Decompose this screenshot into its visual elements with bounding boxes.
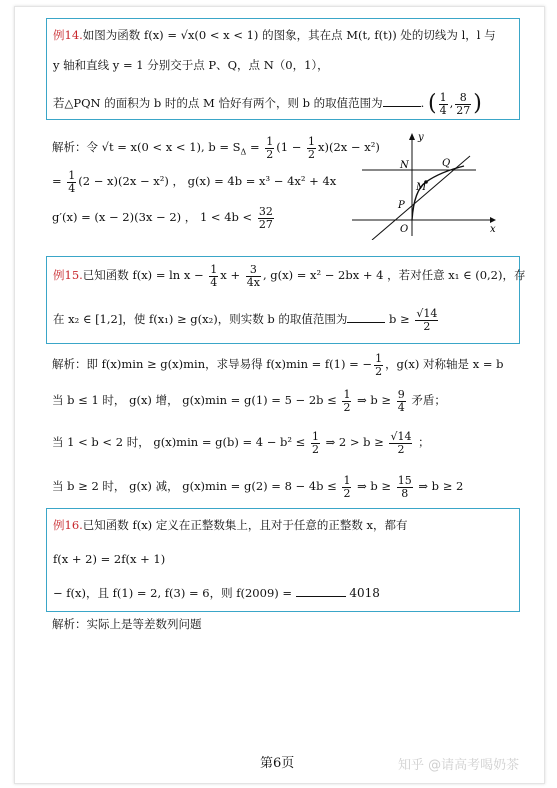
example-16-line3	[53, 585, 380, 601]
ex15-frac-2	[246, 264, 261, 289]
example-14-line2	[53, 57, 329, 73]
ex15-sol4-num-1: 1	[343, 473, 351, 487]
example-14-line1	[53, 27, 496, 43]
ex15-sol3-b: ⇒ 2 > b ≥	[321, 435, 388, 449]
right-paren: )	[473, 91, 482, 116]
ex15-answer-den: 2	[423, 319, 431, 333]
tangent-line	[372, 156, 470, 240]
ex14-sol3-frac	[258, 206, 274, 231]
ex14-sol1-num-b: 1	[308, 134, 316, 148]
ex14-sol1-mid: (1 −	[276, 140, 306, 154]
tangent-graph	[348, 128, 508, 240]
left-paren: (	[427, 91, 437, 116]
ex16-line3-text: − f(x)，且 f(1) = 2, f(3) = 6，则 f(2009) =	[53, 586, 296, 600]
ex14-sol2-post: (2 − x)(2x − x²) ， g(x) = 4b = x³ − 4x² + 4x	[78, 174, 337, 188]
x-axis-label: x	[490, 224, 496, 235]
ex14-sol1-frac-b	[307, 136, 316, 161]
example-16-line2	[53, 551, 165, 567]
ex15-sol3-frac-2	[389, 431, 412, 456]
ex15-sol4-den-1: 2	[343, 486, 351, 500]
x-arrow	[490, 217, 496, 223]
answer-frac-2	[455, 92, 471, 117]
example-16-label: 例16.	[53, 518, 83, 532]
ex15-sol1-a: 解析：即 f(x)min ≥ g(x)min，求导易得 f(x)min = f(1) = −	[52, 357, 373, 371]
p-label: P	[398, 200, 405, 211]
ex15-sol1-den: 2	[375, 364, 383, 378]
ex14-sol1-eq: =	[246, 140, 264, 154]
ex15-solution-line1	[52, 350, 504, 378]
ex14-sol1-sub: Δ	[240, 147, 247, 157]
ex15-sol2-num-1: 1	[343, 387, 351, 401]
q-label: Q	[442, 158, 451, 169]
example-14-text1: 如图为函数 f(x) = √x(0 < x < 1) 的图象，其在点 M(t, f(t)) 处的切线为 l，l 与	[82, 28, 496, 42]
ex15-answer-pre: b ≥	[389, 312, 414, 326]
example-14-box	[46, 18, 520, 120]
ex15-sol3-num-1: 1	[311, 429, 319, 443]
ex16-solution-text: 解析：实际上是等差数列问题	[52, 617, 202, 631]
ex15-sol4-c: ⇒ b ≥ 2	[414, 479, 464, 493]
ex15-answer-num: √14	[416, 306, 438, 320]
ex15-sol4-frac-2	[397, 475, 413, 500]
y-axis-label: y	[418, 132, 424, 143]
ex16-solution	[52, 616, 202, 632]
ex14-sol2-pre: =	[52, 174, 66, 188]
example-16-line1	[53, 517, 407, 533]
ex15-frac-1-num: 1	[210, 262, 218, 276]
example-14-text2: y 轴和直线 y = 1 分别交于点 P、Q，点 N（0，1），	[53, 58, 329, 72]
ex15-line1-a: 已知函数 f(x) = ln x −	[82, 268, 208, 282]
ex15-line1-c: , g(x) = x² − 2bx + 4 ，若对任意 x₁ ∈ (0,2)，存	[262, 268, 526, 282]
ex14-solution-line2	[52, 168, 336, 195]
ex16-line2-text: f(x + 2) = 2f(x + 1)	[53, 552, 166, 566]
ex14-solution-line3	[52, 204, 276, 231]
example-14-text3: 若△PQN 的面积为 b 时的点 M 恰好有两个，则 b 的取值范围为	[53, 96, 383, 110]
ex14-sol2-den: 4	[68, 181, 76, 195]
example-14-label: 例14.	[53, 28, 83, 42]
ex14-sol3-pre: g′(x) = (x − 2)(3x − 2) ， 1 < 4b <	[52, 210, 256, 224]
ex16-line1-text: 已知函数 f(x) 定义在正整数集上，且对于任意的正整数 x，都有	[82, 518, 408, 532]
ex15-sol4-a: 当 b ≥ 2 时， g(x) 减， g(x)min = g(2) = 8 − 4b ≤	[52, 479, 341, 493]
answer-frac-1	[439, 92, 448, 117]
ex15-sol2-frac-2	[397, 389, 406, 414]
ex15-sol2-a: 当 b ≤ 1 时， g(x) 增， g(x)min = g(1) = 5 − 2b ≤	[52, 393, 341, 407]
answer-num-1: 1	[439, 90, 447, 104]
ex14-sol1-pre: 解析：令 √t = x(0 < x < 1), b = S	[52, 140, 241, 154]
ex14-sol2-frac	[67, 170, 76, 195]
ex15-solution-line3	[52, 428, 430, 456]
ex15-frac-2-den: 4x	[246, 275, 260, 289]
ex14-sol2-num: 1	[68, 168, 76, 182]
ex15-sol2-den-2: 4	[397, 400, 405, 414]
ex15-sol3-den-1: 2	[311, 442, 319, 456]
ex15-sol2-frac-1	[342, 389, 351, 414]
ex14-sol1-den-b: 2	[308, 147, 316, 161]
ex15-line1-b: x +	[220, 268, 244, 282]
ex15-solution-line4	[52, 472, 463, 500]
ex14-sol1-den-a: 2	[266, 147, 274, 161]
sqrt-curve	[412, 166, 464, 220]
ex15-frac-1-den: 4	[210, 275, 218, 289]
example-15-line2	[53, 305, 440, 333]
ex15-sol3-frac-1	[311, 431, 320, 456]
example-16-box	[46, 508, 520, 612]
ex15-sol1-frac	[374, 353, 383, 378]
ex15-sol4-den-2: 8	[401, 486, 409, 500]
ex15-frac-1	[209, 264, 218, 289]
ex15-sol1-b: ，g(x) 对称轴是 x = b	[385, 357, 504, 371]
ex15-sol3-c: ；	[414, 435, 430, 449]
ex15-sol2-den-1: 2	[343, 400, 351, 414]
ex16-answer: 4018	[349, 586, 380, 600]
ex15-frac-2-num: 3	[246, 264, 261, 277]
page-number: 第6页	[260, 756, 295, 771]
ex14-sol1-num-a: 1	[266, 134, 274, 148]
answer-num-2: 8	[455, 92, 471, 105]
ex15-sol1-num: 1	[375, 351, 383, 365]
example-14-line3: 若△PQN 的面积为 b 时的点 M 恰好有两个，则 b 的取值范围为 . ( $\frac{1}{4}$ , $\frac{8}{27}$ )	[53, 90, 482, 117]
m-label: M	[416, 182, 427, 193]
ex15-sol4-b: ⇒ b ≥	[353, 479, 395, 493]
example-15-line1	[53, 261, 525, 289]
answer-blank	[383, 96, 421, 107]
ex15-sol4-frac-1	[342, 475, 351, 500]
ex15-line2-text: 在 x₂ ∈ [1,2]，使 f(x₁) ≥ g(x₂)，则实数 b 的取值范围为	[53, 312, 348, 326]
ex14-sol1-end: x)(2x − x²)	[318, 140, 380, 154]
ex14-sol3-num: 32	[258, 204, 273, 218]
ex15-sol3-a: 当 1 < b < 2 时， g(x)min = g(b) = 4 − b² ≤	[52, 435, 309, 449]
watermark: 知乎 @请高考喝奶茶	[398, 758, 520, 773]
ex15-answer-frac	[415, 308, 438, 333]
ex15-sol3-num-2: √14	[390, 429, 412, 443]
ex15-solution-line2	[52, 386, 446, 414]
ex14-sol3-den: 27	[258, 217, 273, 231]
ex15-sol2-b: ⇒ b ≥	[353, 393, 395, 407]
ex15-sol4-num-2: 15	[397, 473, 412, 487]
answer-den-1: 4	[439, 103, 447, 117]
example-15-label: 例15.	[53, 268, 83, 282]
answer-den-2: 27	[456, 103, 471, 117]
y-arrow	[409, 133, 415, 140]
origin-label: O	[400, 224, 409, 235]
ex15-sol3-den-2: 2	[397, 442, 405, 456]
ex14-solution-line1	[52, 134, 380, 165]
ex15-sol2-num-2: 9	[397, 387, 405, 401]
ex14-sol1-frac-a	[265, 136, 274, 161]
example-15-box	[46, 256, 526, 344]
n-label: N	[400, 160, 409, 171]
ex15-answer-blank	[347, 312, 385, 323]
ex16-answer-blank	[296, 586, 346, 597]
ex15-sol2-c: 矛盾；	[407, 393, 446, 407]
